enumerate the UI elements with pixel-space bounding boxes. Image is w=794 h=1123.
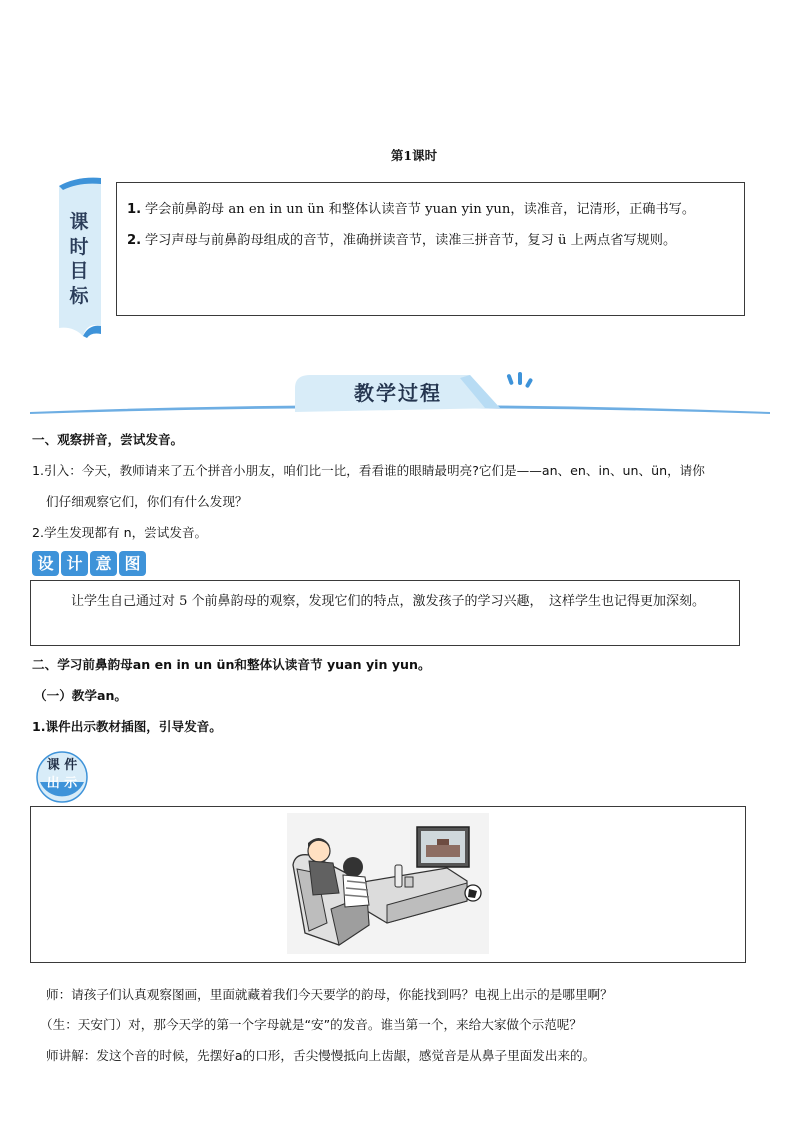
section2-subheading: （一）教学an。 — [34, 688, 128, 703]
section2-heading: 二、学习前鼻韵母an en in un ün和整体认读音节 yuan yin yun。 — [32, 657, 431, 672]
section1-paragraph: 1.引入：今天，教师请来了五个拼音小朋友，咱们比一比，看看谁的眼睛最明亮?它们是——an、en、in、un、ün，请你 — [32, 463, 705, 478]
design-intent-char: 意 — [90, 551, 117, 576]
family-watching-tv-illustration — [287, 813, 489, 954]
design-intent-char: 计 — [61, 551, 88, 576]
dialogue-line: 师：请孩子们认真观察图画，里面就藏着我们今天要学的韵母，你能找到吗？电视上出示的是哪里啊？ — [46, 987, 613, 1002]
courseware-badge-text — [34, 757, 90, 793]
section1-step: 2.学生发现都有 n，尝试发音。 — [32, 525, 208, 540]
design-intent-char: 设 — [32, 551, 59, 576]
objective-text: 学会前鼻韵母 an en in un ün 和整体认读音节 yuan yin yun，读准音，记清形，正确书写。 — [145, 202, 696, 217]
objectives-label-char: 目 — [69, 260, 89, 282]
objective-number: 2. — [127, 233, 142, 248]
courseware-badge-bottom: 出 示 — [46, 776, 78, 791]
dialogue-line: 师讲解：发这个音的时候，先摆好a的口形，舌尖慢慢抵向上齿龈，感觉音是从鼻子里面发出来的。 — [46, 1048, 596, 1063]
courseware-badge-top: 课 件 — [46, 758, 78, 773]
objectives-label-char: 课 — [69, 211, 89, 233]
design-intent-char: 图 — [119, 551, 146, 576]
objective-item — [127, 225, 734, 256]
dialogue-line: （生：天安门）对，那今天学的第一个字母就是“安”的发音。谁当第一个，来给大家做个示范呢？ — [40, 1017, 582, 1032]
objective-number: 1. — [127, 202, 142, 217]
objective-text: 学习声母与前鼻韵母组成的音节，准确拼读音节，读准三拼音节，复习 ü 上两点省写规则。 — [145, 233, 677, 248]
section2-step: 1.课件出示教材插图，引导发音。 — [32, 719, 222, 734]
lesson-title: 第1课时 — [390, 148, 438, 163]
objectives-box — [116, 182, 745, 316]
objective-item — [127, 194, 734, 225]
objectives-label-char: 标 — [69, 284, 89, 307]
design-intent-box: 让学生自己通过对 5 个前鼻韵母的观察，发现它们的特点，激发孩子的学习兴趣， 这样学生也记得更加深刻。 — [30, 580, 740, 646]
section1-heading: 一、观察拼音，尝试发音。 — [32, 432, 184, 447]
objectives-label — [57, 176, 103, 338]
design-intent-badge — [32, 551, 146, 576]
process-banner-title: 教学过程 — [354, 381, 442, 405]
section1-paragraph-cont: 们仔细观察它们，你们有什么发现？ — [46, 494, 248, 509]
objectives-label-char: 时 — [69, 235, 89, 258]
